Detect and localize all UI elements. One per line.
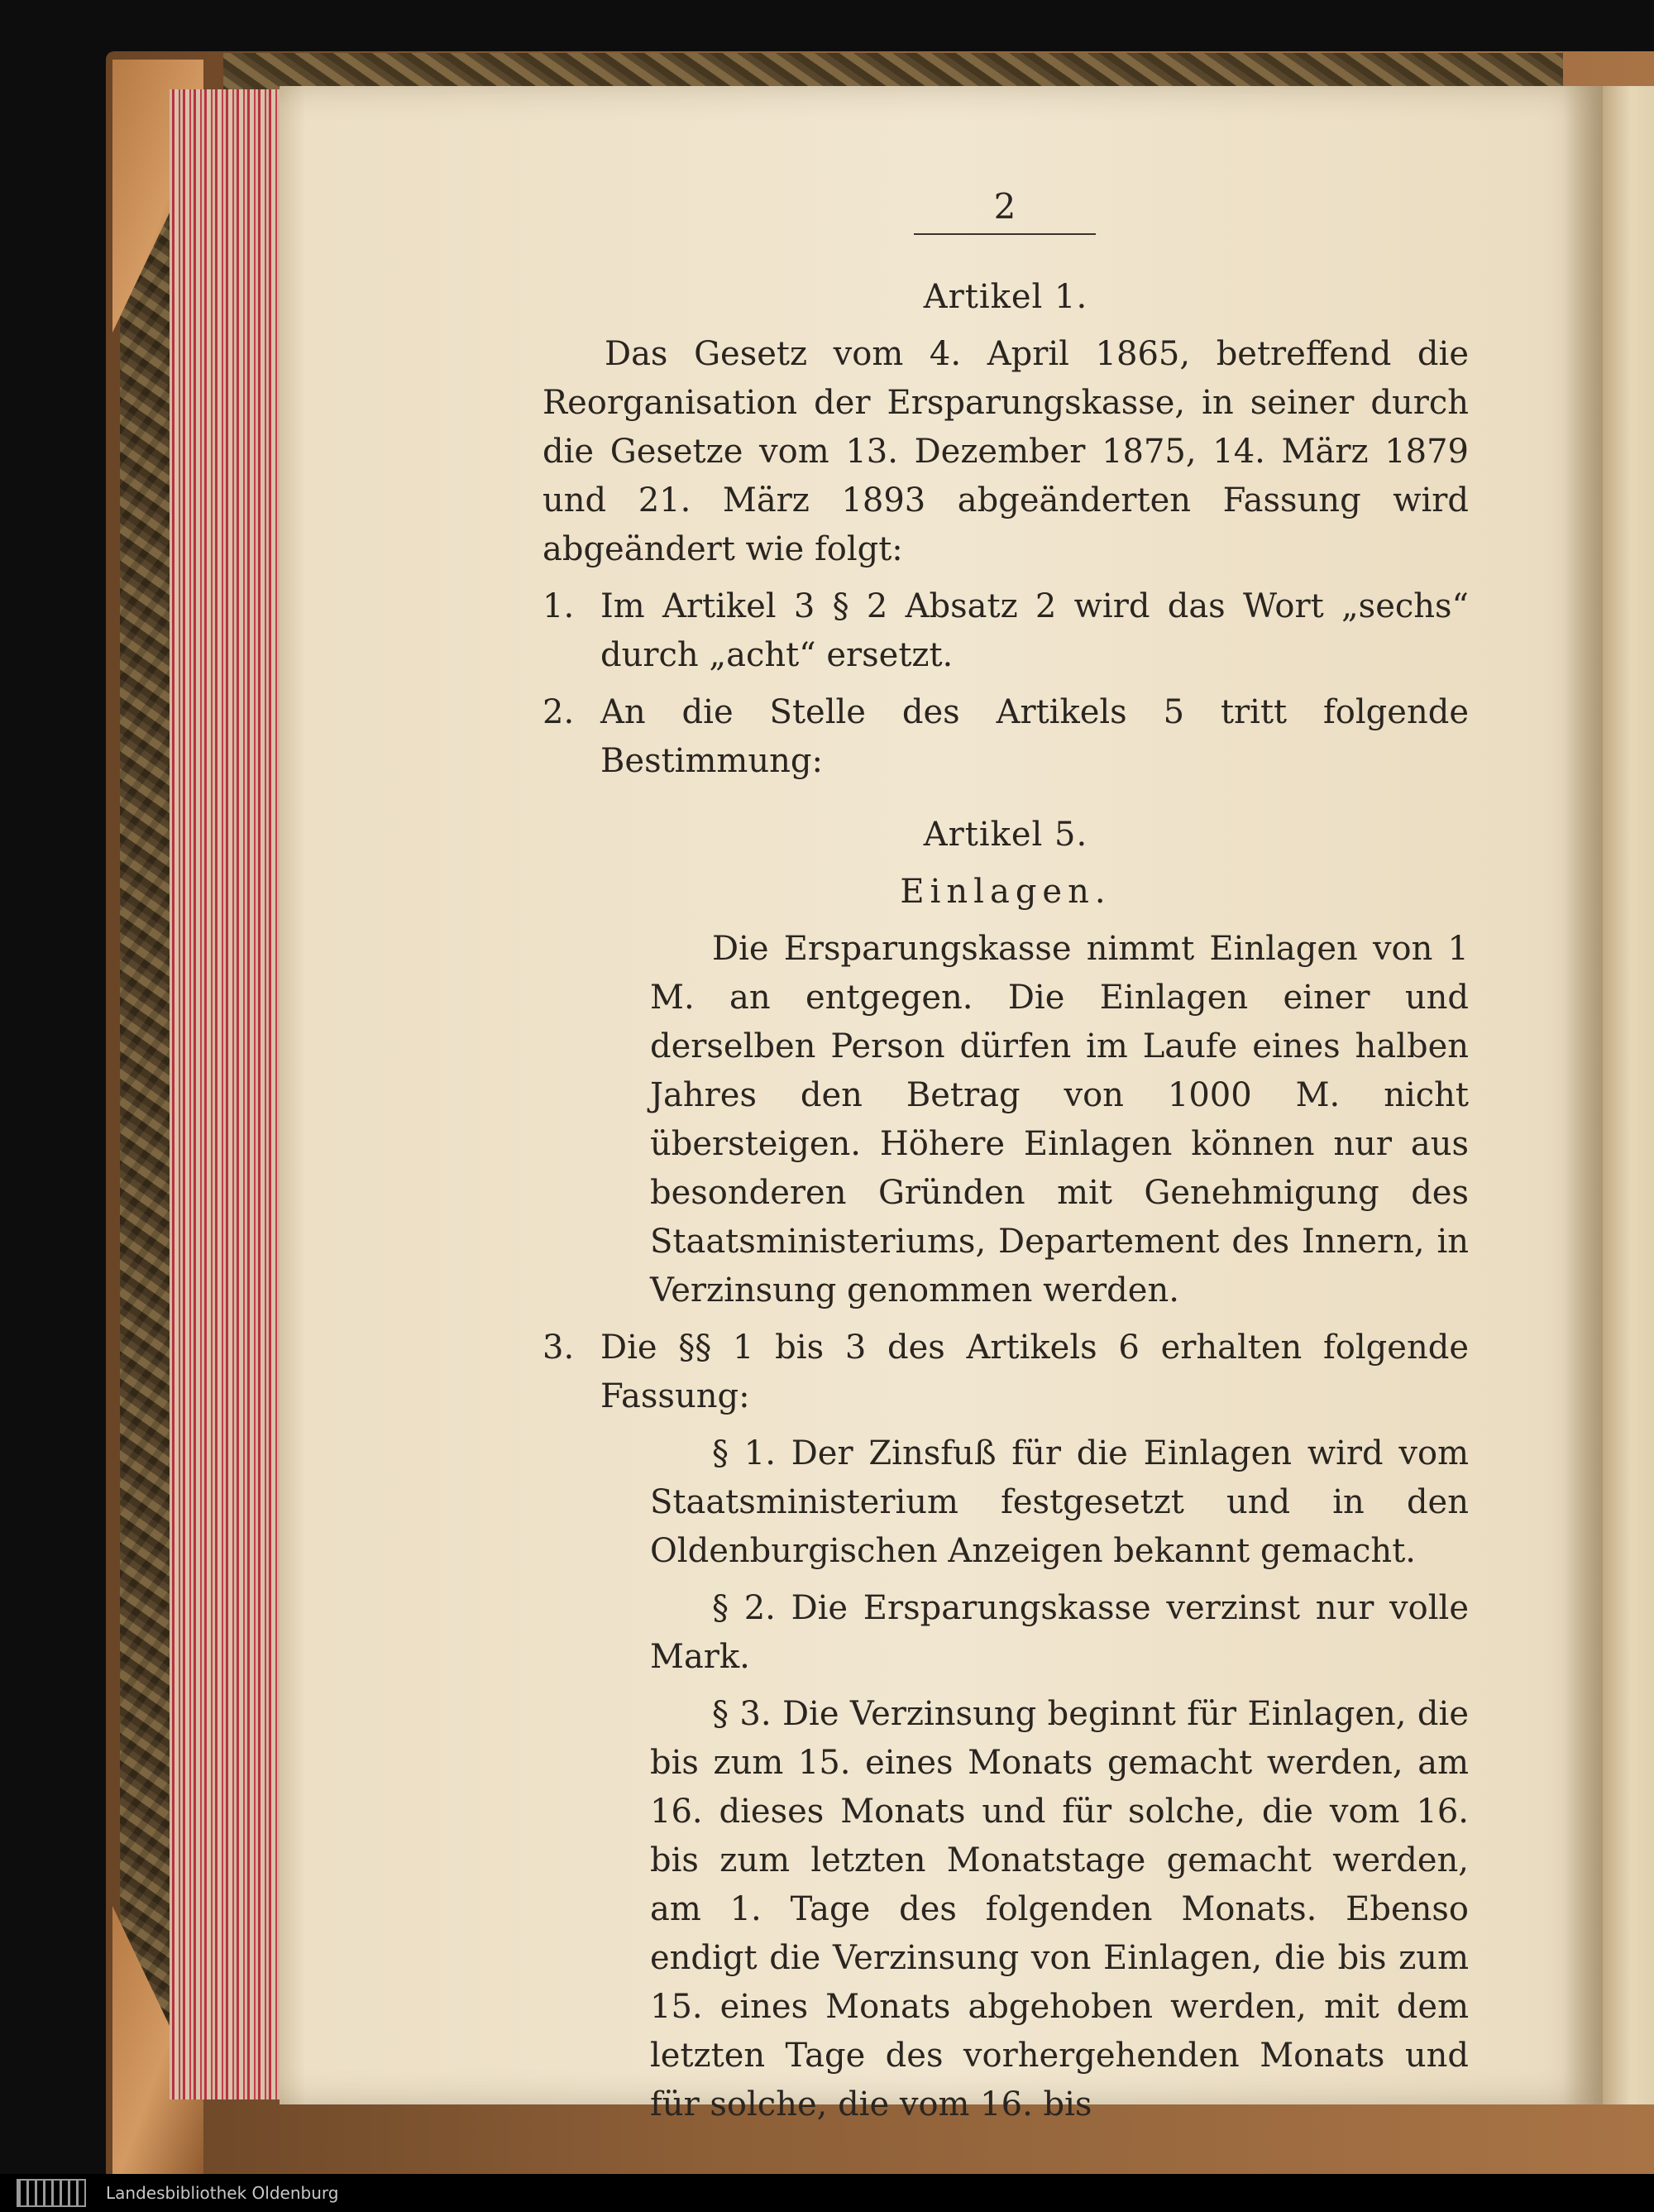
page-text xyxy=(543,273,1469,2129)
intro-paragraph: Das Gesetz vom 4. April 1865, betreffend die Reorganisation der Ersparungskasse, in seiner durch die Gesetze vom 13. Dezember 1875, 14. März 1879 und 21. März 1893 abgeänderten Fassung wird abgeändert wie folgt: xyxy=(543,335,1469,568)
item-number: 2. xyxy=(543,693,575,731)
list-item xyxy=(543,1324,1469,1421)
item-text: Im Artikel 3 § 2 Absatz 2 wird das Wort „sechs“ durch „acht“ ersetzt. xyxy=(600,587,1469,674)
article-1-heading: Artikel 1. xyxy=(923,278,1088,316)
item-number: 3. xyxy=(543,1329,575,1367)
article-5-heading: Artikel 5. xyxy=(923,816,1088,854)
page-edges xyxy=(170,89,294,2099)
page-number-rule xyxy=(914,233,1096,235)
paragraph-3: § 3. Die Verzinsung beginnt für Einlagen, die bis zum 15. eines Monats gemacht werden, am 16. dieses Monats und für solche, die vom 16. bis zum letzten Monatstage gemacht werden, am 1. Tage des folgenden Monats. Ebenso endigt die Verzinsung von Einlagen, die bis zum 15. eines Monats abgehoben werden, mit dem letzten Tage des vorhergehenden Monats und für solche, die vom 16. bis xyxy=(650,1695,1469,2123)
article-5-text: Die Ersparungskasse nimmt Einlagen von 1 M. an entgegen. Die Einlagen einer und derselben Person dürfen im Laufe eines halben Jahres den Betrag von 1000 M. nicht übersteigen. Höhere Einlagen können nur aus besonderen Gründen mit Genehmigung des Staatsministeriums, Departement des Innern, in Verzinsung genommen werden. xyxy=(650,930,1469,1309)
page-number: 2 xyxy=(993,186,1016,227)
list-item xyxy=(543,688,1469,786)
list-item xyxy=(543,582,1469,680)
footer-library-name: Landesbibliothek Oldenburg xyxy=(106,2183,339,2203)
footer-bar xyxy=(0,2174,1654,2212)
article-5-subheading: Einlagen. xyxy=(900,873,1111,911)
item-text: Die §§ 1 bis 3 des Artikels 6 erhalten folgende Fassung: xyxy=(600,1329,1469,1415)
paragraph-2: § 2. Die Ersparungskasse verzinst nur volle Mark. xyxy=(650,1589,1469,1676)
item-text: An die Stelle des Artikels 5 tritt folgende Bestimmung: xyxy=(600,693,1469,780)
paragraph-1: § 1. Der Zinsfuß für die Einlagen wird vom Staatsministerium festgesetzt und in den Oldenburgischen Anzeigen bekannt gemacht. xyxy=(650,1434,1469,1570)
facing-page-gutter xyxy=(1596,86,1654,2104)
library-building-icon xyxy=(17,2179,86,2207)
item-number: 1. xyxy=(543,587,575,625)
